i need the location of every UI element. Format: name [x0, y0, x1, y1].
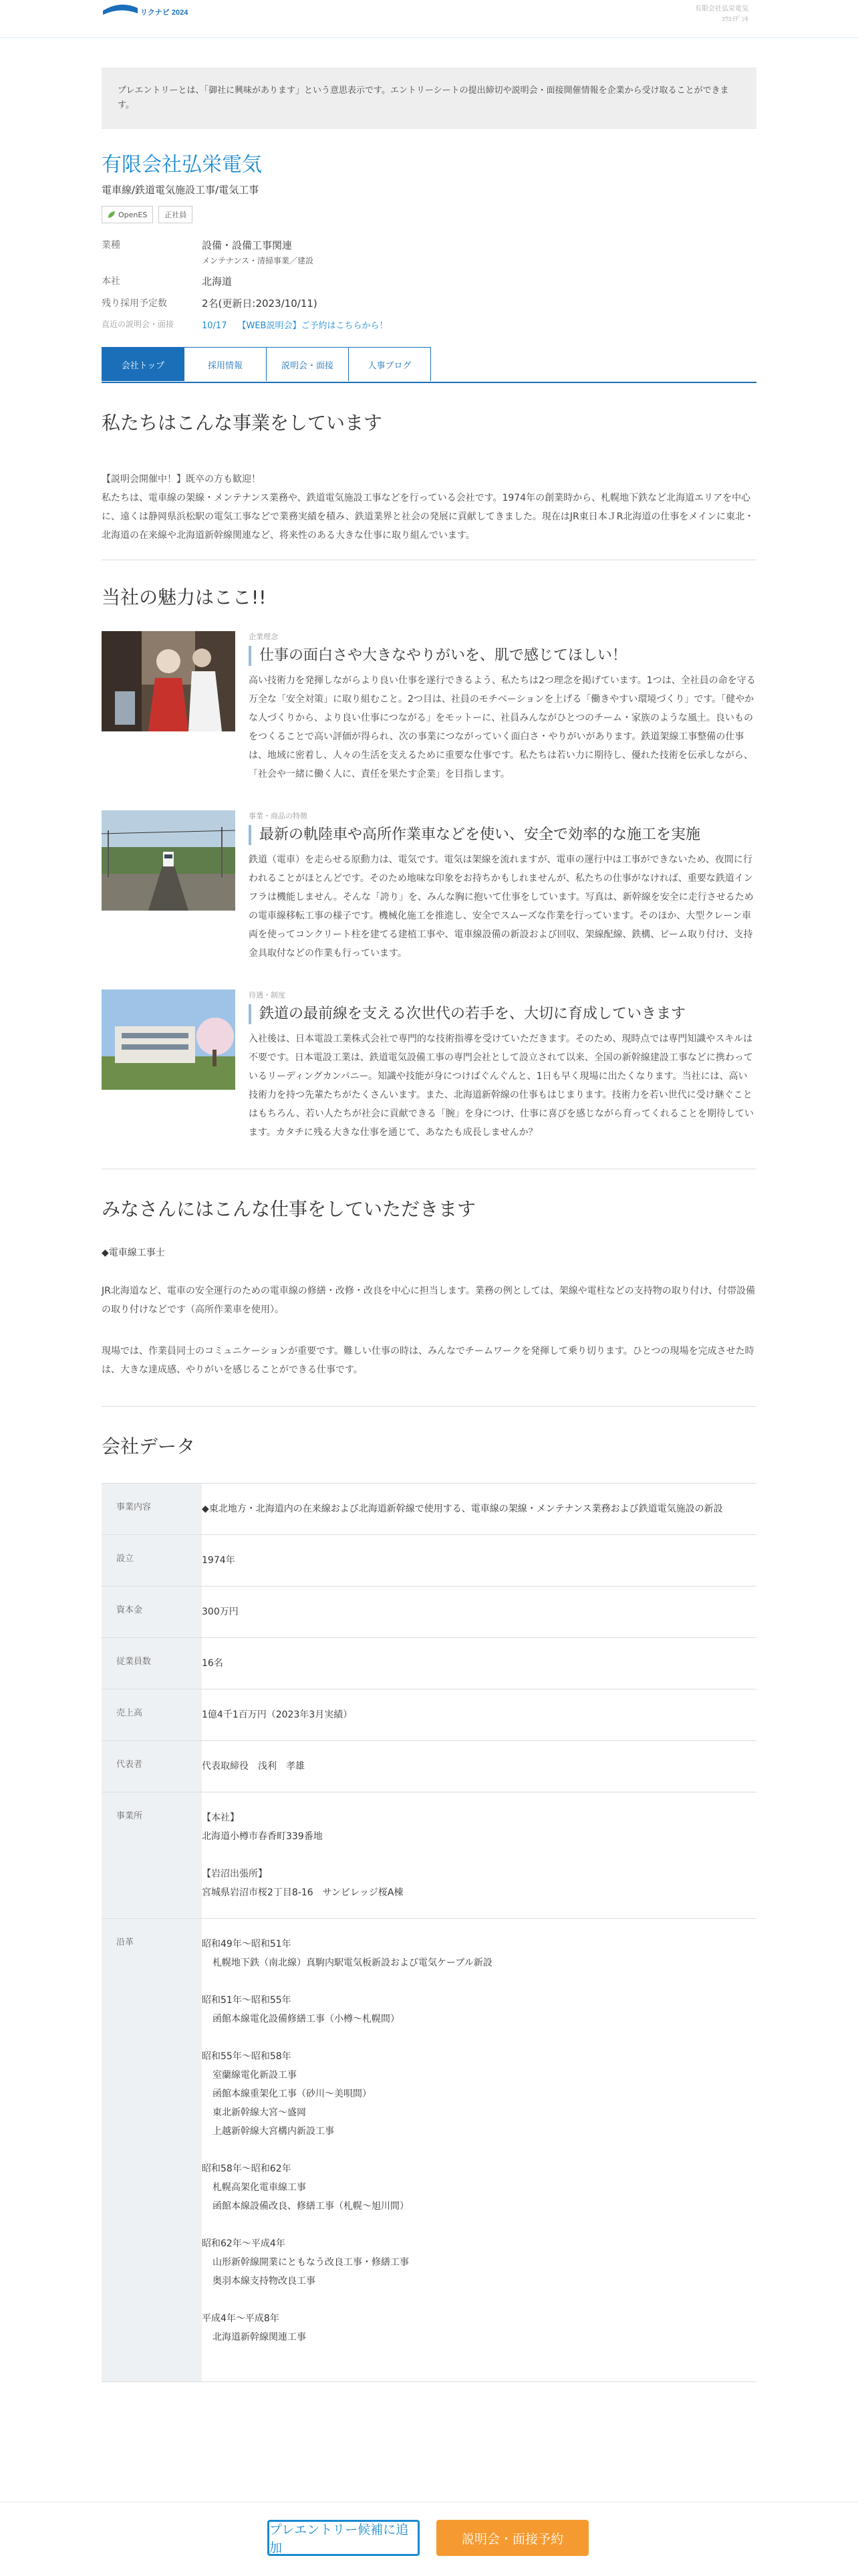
- table-value: [202, 1792, 756, 1918]
- charm-photo-building: [102, 989, 235, 1090]
- info-value: 北海道: [202, 275, 233, 287]
- latest-value: [202, 318, 398, 331]
- info-row-industry: [102, 238, 756, 266]
- table-key: 資本金: [102, 1587, 202, 1637]
- business-section: [102, 410, 756, 560]
- tag-openes: [102, 206, 153, 223]
- info-value: [202, 238, 313, 266]
- table-key: 設立: [102, 1535, 202, 1586]
- table-value: ◆東北地方・北海道内の在来線および北海道新幹線で使用する、電車線の架線・メンテナンス業務および鉄道電気施設の新設: [202, 1504, 723, 1514]
- history-item: 札幌地下鉄（南北線）真駒内駅電気板新設および電気ケーブル新設: [212, 1958, 492, 1968]
- tag-fulltime: [158, 206, 192, 223]
- tag-fulltime-label: 正社員: [164, 211, 187, 219]
- info-industry-main: 設備・設備工事関連: [202, 239, 293, 251]
- table-key: 沿革: [102, 1919, 202, 2381]
- table-row: [102, 1638, 756, 1689]
- table-key: 事業内容: [102, 1484, 202, 1534]
- work-heading: みなさんにはこんな仕事をしていただきます: [102, 1198, 476, 1220]
- charm-item: [102, 631, 756, 784]
- charm-title: 鉄道の最前線を支える次世代の若手を、大切に育成していきます: [249, 1004, 756, 1024]
- history-entry: [202, 1935, 756, 1972]
- tab-company-top[interactable]: 会社トップ: [102, 347, 184, 381]
- charm-photo-workers: [102, 631, 235, 731]
- tab-recruit-info[interactable]: 採用情報: [184, 347, 267, 381]
- company-tags: [102, 206, 756, 223]
- info-row-latest: [102, 318, 756, 331]
- header-corp-kana: ｺｳｴｲﾃﾞﾝｷ: [722, 16, 748, 23]
- history-item: 上越新幹線大宮構内新設工事: [212, 2126, 334, 2137]
- table-row: [102, 1484, 756, 1535]
- history-entry: [202, 2159, 756, 2216]
- company-name: 有限会社弘栄電気: [102, 153, 262, 177]
- office-address: 宮城県岩沼市桜2丁目8-16 サンビレッジ桜A棟: [202, 1887, 404, 1898]
- charm-item: [102, 810, 756, 963]
- tag-openes-label: OpenES: [118, 210, 148, 219]
- table-value: 16名: [202, 1658, 223, 1669]
- history-item: 室蘭線電化新設工事: [212, 2070, 297, 2081]
- info-industry-sub: メンテナンス・清掃事業／建設: [202, 256, 314, 265]
- table-row: [102, 1741, 756, 1792]
- company-tabs: [102, 347, 756, 383]
- charm-body: [249, 631, 756, 784]
- bottom-action-bar: [0, 2502, 858, 2576]
- history-period: 昭和62年～平成4年: [202, 2238, 285, 2249]
- charm-text: 入社後は、日本電設工業株式会社で専門的な技術指導を受けていただきます。そのため、現時点では専門知識やスキルは不要です。日本電設工業は、鉄道電気設備工事の専門会社として設立されて以来、全国の新幹線建設工事などに携わっているリーディングカンパニー。知識や技能が身につけばぐんぐんと、1日も早く現場に出たくなります。当社には、高い技術力を持つ先輩たちがたくさんいます。また、北海道新幹線の仕事もはじまります。技術力を若い世代に受け継ぐことはもちろん、若い人たちが社会に貢献できる「腕」を身につけ、仕事に喜びを感じながら育ってくれることを期待しています。カタチに残る大きな仕事を通じて、あなたも成長しませんか？: [249, 1034, 754, 1138]
- charm-category: 事業・商品の特徴: [249, 812, 307, 820]
- history-entry: [202, 2234, 756, 2291]
- table-key: 売上高: [102, 1689, 202, 1740]
- table-value: 代表取締役 浅利 孝雄: [202, 1761, 305, 1772]
- history-item: 函館本線設備改良、修繕工事（札幌～旭川間）: [212, 2201, 409, 2212]
- work-section: [102, 1196, 756, 1407]
- history-entry: [202, 2309, 756, 2347]
- table-row: [102, 1587, 756, 1638]
- site-header: [0, 0, 858, 38]
- header-corp-name: 有限会社弘栄電気: [695, 5, 748, 13]
- company-data-section: [102, 1433, 756, 2382]
- table-key: 代表者: [102, 1741, 202, 1792]
- info-row-hq: [102, 274, 756, 288]
- history-item: 北海道新幹線関連工事: [212, 2332, 306, 2343]
- pre-entry-button[interactable]: プレエントリー候補に追加: [267, 2520, 420, 2556]
- charm-body: [249, 810, 756, 963]
- history-item: 東北新幹線大宮～盛岡: [212, 2107, 306, 2118]
- company-industry: 電車線/鉄道電気施設工事/電気工事: [102, 184, 259, 196]
- tab-seminar[interactable]: 説明会・面接: [266, 347, 349, 381]
- table-value: 300万円: [202, 1607, 239, 1617]
- history-entry: [202, 2047, 756, 2141]
- tab-hr-blog[interactable]: 人事ブログ: [348, 347, 431, 381]
- business-heading: 私たちはこんな事業をしています: [102, 412, 383, 434]
- history-list: [202, 1919, 756, 2381]
- main-content: [102, 68, 756, 2382]
- table-value: 1974年: [202, 1555, 235, 1566]
- company-data-heading: 会社データ: [102, 1435, 196, 1457]
- history-item: 札幌高架化電車線工事: [212, 2182, 306, 2193]
- charm-section: [102, 584, 756, 1169]
- info-row-openings: [102, 296, 756, 310]
- history-item: 山形新幹線開業にともなう改良工事・修繕工事: [212, 2257, 409, 2268]
- charm-title: 最新の軌陸車や高所作業車などを使い、安全で効率的な施工を実施: [249, 825, 756, 845]
- charm-category: 待遇・制度: [249, 991, 285, 1000]
- table-value: 1億4千1百万円（2023年3月実績）: [202, 1710, 353, 1720]
- logo-year: リクナビ 2024: [140, 9, 188, 17]
- charm-text: 鉄道（電車）を走らせる原動力は、電気です。電気は架線を流れますが、電車の運行中は工事ができないため、夜間に行われることがほとんどです。そのため地味な印象をお持ちかもしれませんが、私たちの仕事がなければ、重要な鉄道インフラは機能しません。そんな「誇り」を、みんな胸に抱いて仕事をしています。写真は、新幹線を安全に走行させるための電車線移転工事の様子です。機械化施工を推進し、安全でスムーズな作業を行っています。そのほか、大型クレーン車両を使ってコンクリート柱を建てる建植工事や、電車線設備の新設および回収、架線配線、鉄構、ビーム取り付け、支持金具取付などの作業も行っています。: [249, 854, 754, 959]
- latest-date[interactable]: 10/17: [202, 321, 227, 331]
- charm-item: [102, 989, 756, 1142]
- seminar-reserve-button[interactable]: 説明会・面接予約: [436, 2520, 589, 2556]
- leaf-icon: [108, 211, 116, 219]
- work-role: ◆電車線工事士: [102, 1248, 165, 1258]
- table-row: [102, 1689, 756, 1741]
- company-data-table: [102, 1483, 756, 2382]
- work-text-2: 現場では、作業員同士のコミュニケーションが重要です。難しい仕事の時は、みんなでチームワークを発揮して乗り切ります。ひとつの現場を完成させた時は、大きな達成感、やりがいを感じることができる仕事です。: [102, 1346, 754, 1375]
- charm-title: 仕事の面白さや大きなやりがいを、肌で感じてほしい！: [249, 646, 756, 666]
- office-address: 北海道小樽市春香町339番地: [202, 1831, 323, 1842]
- divider: [102, 1406, 756, 1407]
- history-item: 函館本線重架化工事（砂川～美唄間）: [212, 2089, 372, 2099]
- charm-heading: 当社の魅力はここ!!: [102, 586, 267, 608]
- table-key: 事業所: [102, 1792, 202, 1918]
- history-item: 奥羽本線支持物改良工事: [212, 2276, 315, 2287]
- info-key: 業種: [102, 240, 120, 251]
- latest-label: 直近の説明会・面接: [102, 320, 174, 329]
- history-period: 昭和55年～昭和58年: [202, 2051, 291, 2062]
- table-row: [102, 1535, 756, 1587]
- company-info: [102, 238, 756, 331]
- office-name: 【本社】: [202, 1812, 239, 1823]
- charm-text: 高い技術力を発揮しながらより良い仕事を遂行できるよう、私たちは2つ理念を掲げています。1つは、全社員の命を守る万全な「安全対策」に取り組むこと。2つ目は、社員のモチベーションを上げる「働きやすい環境づくり」です。「健やかな人づくりから、より良い仕事につながる」をモットーに、社員みんながひとつのチーム・家族のような風土。良いものをつくることで高い評価が得られ、次の事業につながっていく面白さ・やりがいがあります。鉄道架線工事整備の仕事は、地域に密着し、人々の生活を支えるために重要な仕事です。私たちは若い力に期待し、優れた技術を伝承しながら、「社会や一緒に働く人に、責任を果たす企業」を目指します。: [249, 675, 756, 780]
- charm-body: [249, 989, 756, 1142]
- table-row: [102, 1919, 756, 2382]
- pre-entry-notice: プレエントリーとは、「御社に興味があります」という意思表示です。エントリーシートの提出締切や説明会・面接開催情報を企業から受け取ることができます。: [102, 68, 756, 129]
- history-period: 平成4年～平成8年: [202, 2313, 279, 2324]
- history-period: 昭和51年～昭和55年: [202, 1995, 291, 2006]
- charm-category: 企業理念: [249, 632, 278, 641]
- latest-web-link[interactable]: 【WEB説明会】ご予約はこちらから！: [237, 321, 388, 331]
- info-key: 残り採用予定数: [102, 298, 167, 309]
- history-item: 函館本線電化設備修繕工事（小樽～札幌間）: [212, 2014, 400, 2024]
- info-key: 本社: [102, 276, 120, 287]
- business-text: 【説明会開催中！】既卒の方も歓迎！ 私たちは、電車線の架線・メンテナンス業務や、鉄道電気施設工事などを行っている会社です。1974年の創業時から、札幌地下鉄など北海道エリアを中心に、遠くは静岡県浜松駅の電気工事などで業務実績を積み、鉄道業界と社会の発展に貢献してきました。現在はJR東日本ＪR北海道の仕事をメインに東北・北海道の在来線や北海道新幹線関連など、将来性のある大きな仕事に取り組んでいます。: [102, 474, 754, 541]
- rikunabi-logo[interactable]: [102, 1, 188, 20]
- header-corp: [695, 4, 748, 25]
- history-period: 昭和58年～昭和62年: [202, 2163, 291, 2174]
- table-row: [102, 1792, 756, 1919]
- history-entry: [202, 1991, 756, 2028]
- work-text-1: JR北海道など、電車の安全運行のための電車線の修繕・改修・改良を中心に担当します。業務の例としては、架線や電柱などの支持物の取り付け、付帯設備の取り付けなどです（高所作業車を使用）。: [102, 1286, 756, 1315]
- charm-photo-train: [102, 810, 235, 911]
- history-period: 昭和49年～昭和51年: [202, 1939, 291, 1950]
- office-name: 【岩沼出張所】: [202, 1869, 267, 1879]
- info-value: 2名(更新日:2023/10/11): [202, 298, 317, 310]
- table-key: 従業員数: [102, 1638, 202, 1689]
